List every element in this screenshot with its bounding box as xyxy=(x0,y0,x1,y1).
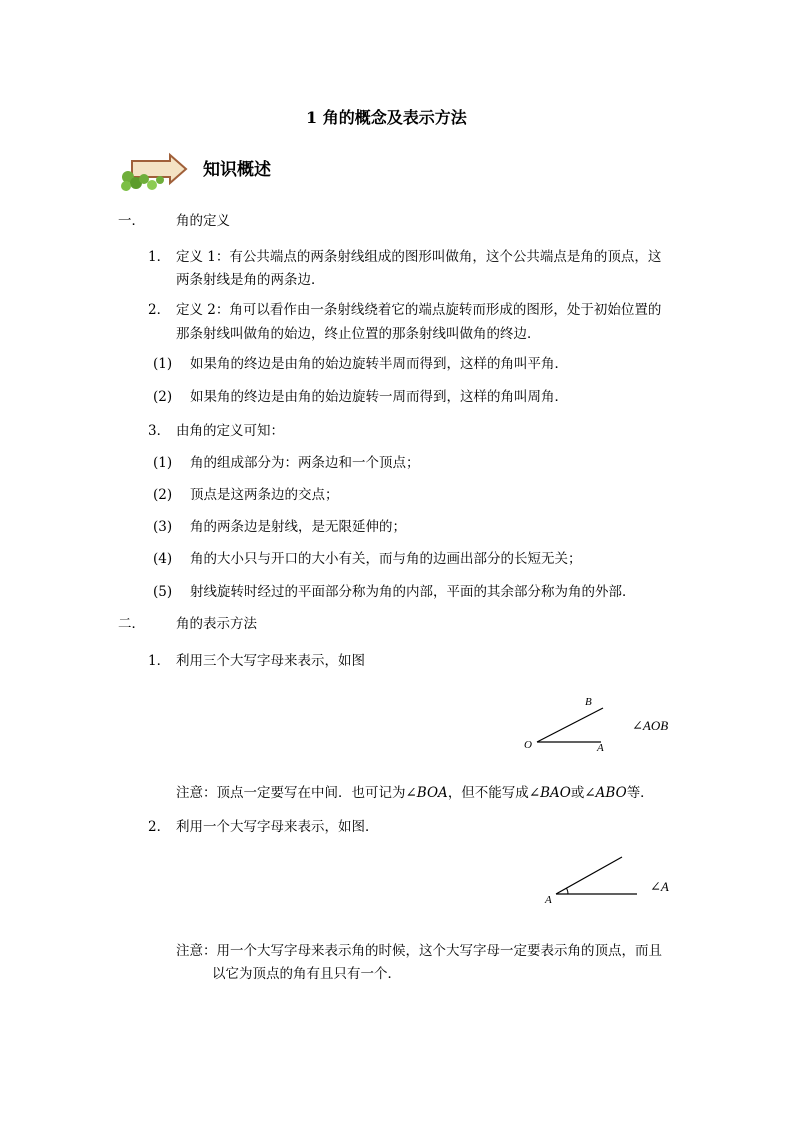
math-bOA: ∠BOA xyxy=(405,785,448,801)
list-item-number: 3． xyxy=(148,423,171,439)
list-item-text: 由角的定义可知： xyxy=(176,423,284,439)
label-o: O xyxy=(524,739,532,751)
subitem-text: 角的大小只与开口的大小有关，而与角的边画出部分的长短无关； xyxy=(190,551,582,567)
definition-2-line1: 定义 2：角可以看作由一条射线绕着它的端点旋转而形成的图形，处于初始位置的 xyxy=(176,302,662,318)
arrow-sign-with-clover-icon xyxy=(118,152,190,192)
math-aBO: ∠ABO xyxy=(584,785,627,801)
list-item-number: 2． xyxy=(148,819,171,835)
definition-1-line2: 两条射线是角的两条边． xyxy=(176,272,325,288)
subitem-number: (1) xyxy=(153,356,173,372)
subitem-number: (2) xyxy=(153,487,173,503)
definition-1-line1: 定义 1：有公共端点的两条射线组成的图形叫做角，这个公共端点是角的顶点，这 xyxy=(176,249,662,265)
note-mid1: ，但不能写成 xyxy=(447,785,529,801)
definition-2-line2: 那条射线叫做角的始边，终止位置的那条射线叫做角的终边． xyxy=(176,326,541,342)
part2-marker: 二． xyxy=(118,616,145,632)
label-a: A xyxy=(597,742,604,754)
part1-heading: 角的定义 xyxy=(176,213,230,229)
part1-marker: 一． xyxy=(118,213,145,229)
subitem-text: 角的两条边是射线，是无限延伸的； xyxy=(190,519,406,535)
subitem-text: 顶点是这两条边的交点； xyxy=(190,487,339,503)
subitem-number: (1) xyxy=(153,455,173,471)
section-header xyxy=(118,152,318,192)
subitem-text: 如果角的终边是由角的始边旋转半周而得到，这样的角叫平角． xyxy=(190,356,568,372)
subitem-number: (4) xyxy=(153,551,173,567)
list-item-number: 2． xyxy=(148,302,171,318)
note-2-line2: 以它为顶点的角有且只有一个． xyxy=(212,966,401,982)
angle-caption: ∠AOB xyxy=(632,718,669,733)
note-2-line1: 注意：用一个大写字母来表示角的时候，这个大写字母一定要表示角的顶点，而且 xyxy=(176,943,662,959)
math-bAO: ∠BAO xyxy=(528,785,571,801)
list-item-text: 利用一个大写字母来表示，如图． xyxy=(176,819,379,835)
list-item-text: 利用三个大写字母来表示，如图 xyxy=(176,653,365,669)
subitem-text: 如果角的终边是由角的始边旋转一周而得到，这样的角叫周角． xyxy=(190,389,568,405)
section-title: 知识概述 xyxy=(203,160,271,180)
subitem-number: (5) xyxy=(153,584,173,600)
subitem-text: 角的组成部分为：两条边和一个顶点； xyxy=(190,455,420,471)
angle-aob-figure xyxy=(515,690,695,760)
list-item-number: 1． xyxy=(148,249,171,265)
page-title: 1 角的概念及表示方法 xyxy=(306,108,467,127)
note-suffix: 等． xyxy=(626,785,654,801)
note-1 xyxy=(176,783,654,803)
label-a: A xyxy=(545,894,552,906)
part2-heading: 角的表示方法 xyxy=(176,616,257,632)
angle-a-figure xyxy=(540,850,690,910)
angle-caption: ∠A xyxy=(650,879,669,894)
note-mid2: 或 xyxy=(570,785,585,801)
list-item-number: 1． xyxy=(148,653,171,669)
subitem-number: (3) xyxy=(153,519,173,535)
subitem-text: 射线旋转时经过的平面部分称为角的内部，平面的其余部分称为角的外部． xyxy=(190,584,636,600)
note-prefix: 注意：顶点一定要写在中间．也可记为 xyxy=(176,785,406,801)
subitem-number: (2) xyxy=(153,389,173,405)
label-b: B xyxy=(585,696,592,708)
